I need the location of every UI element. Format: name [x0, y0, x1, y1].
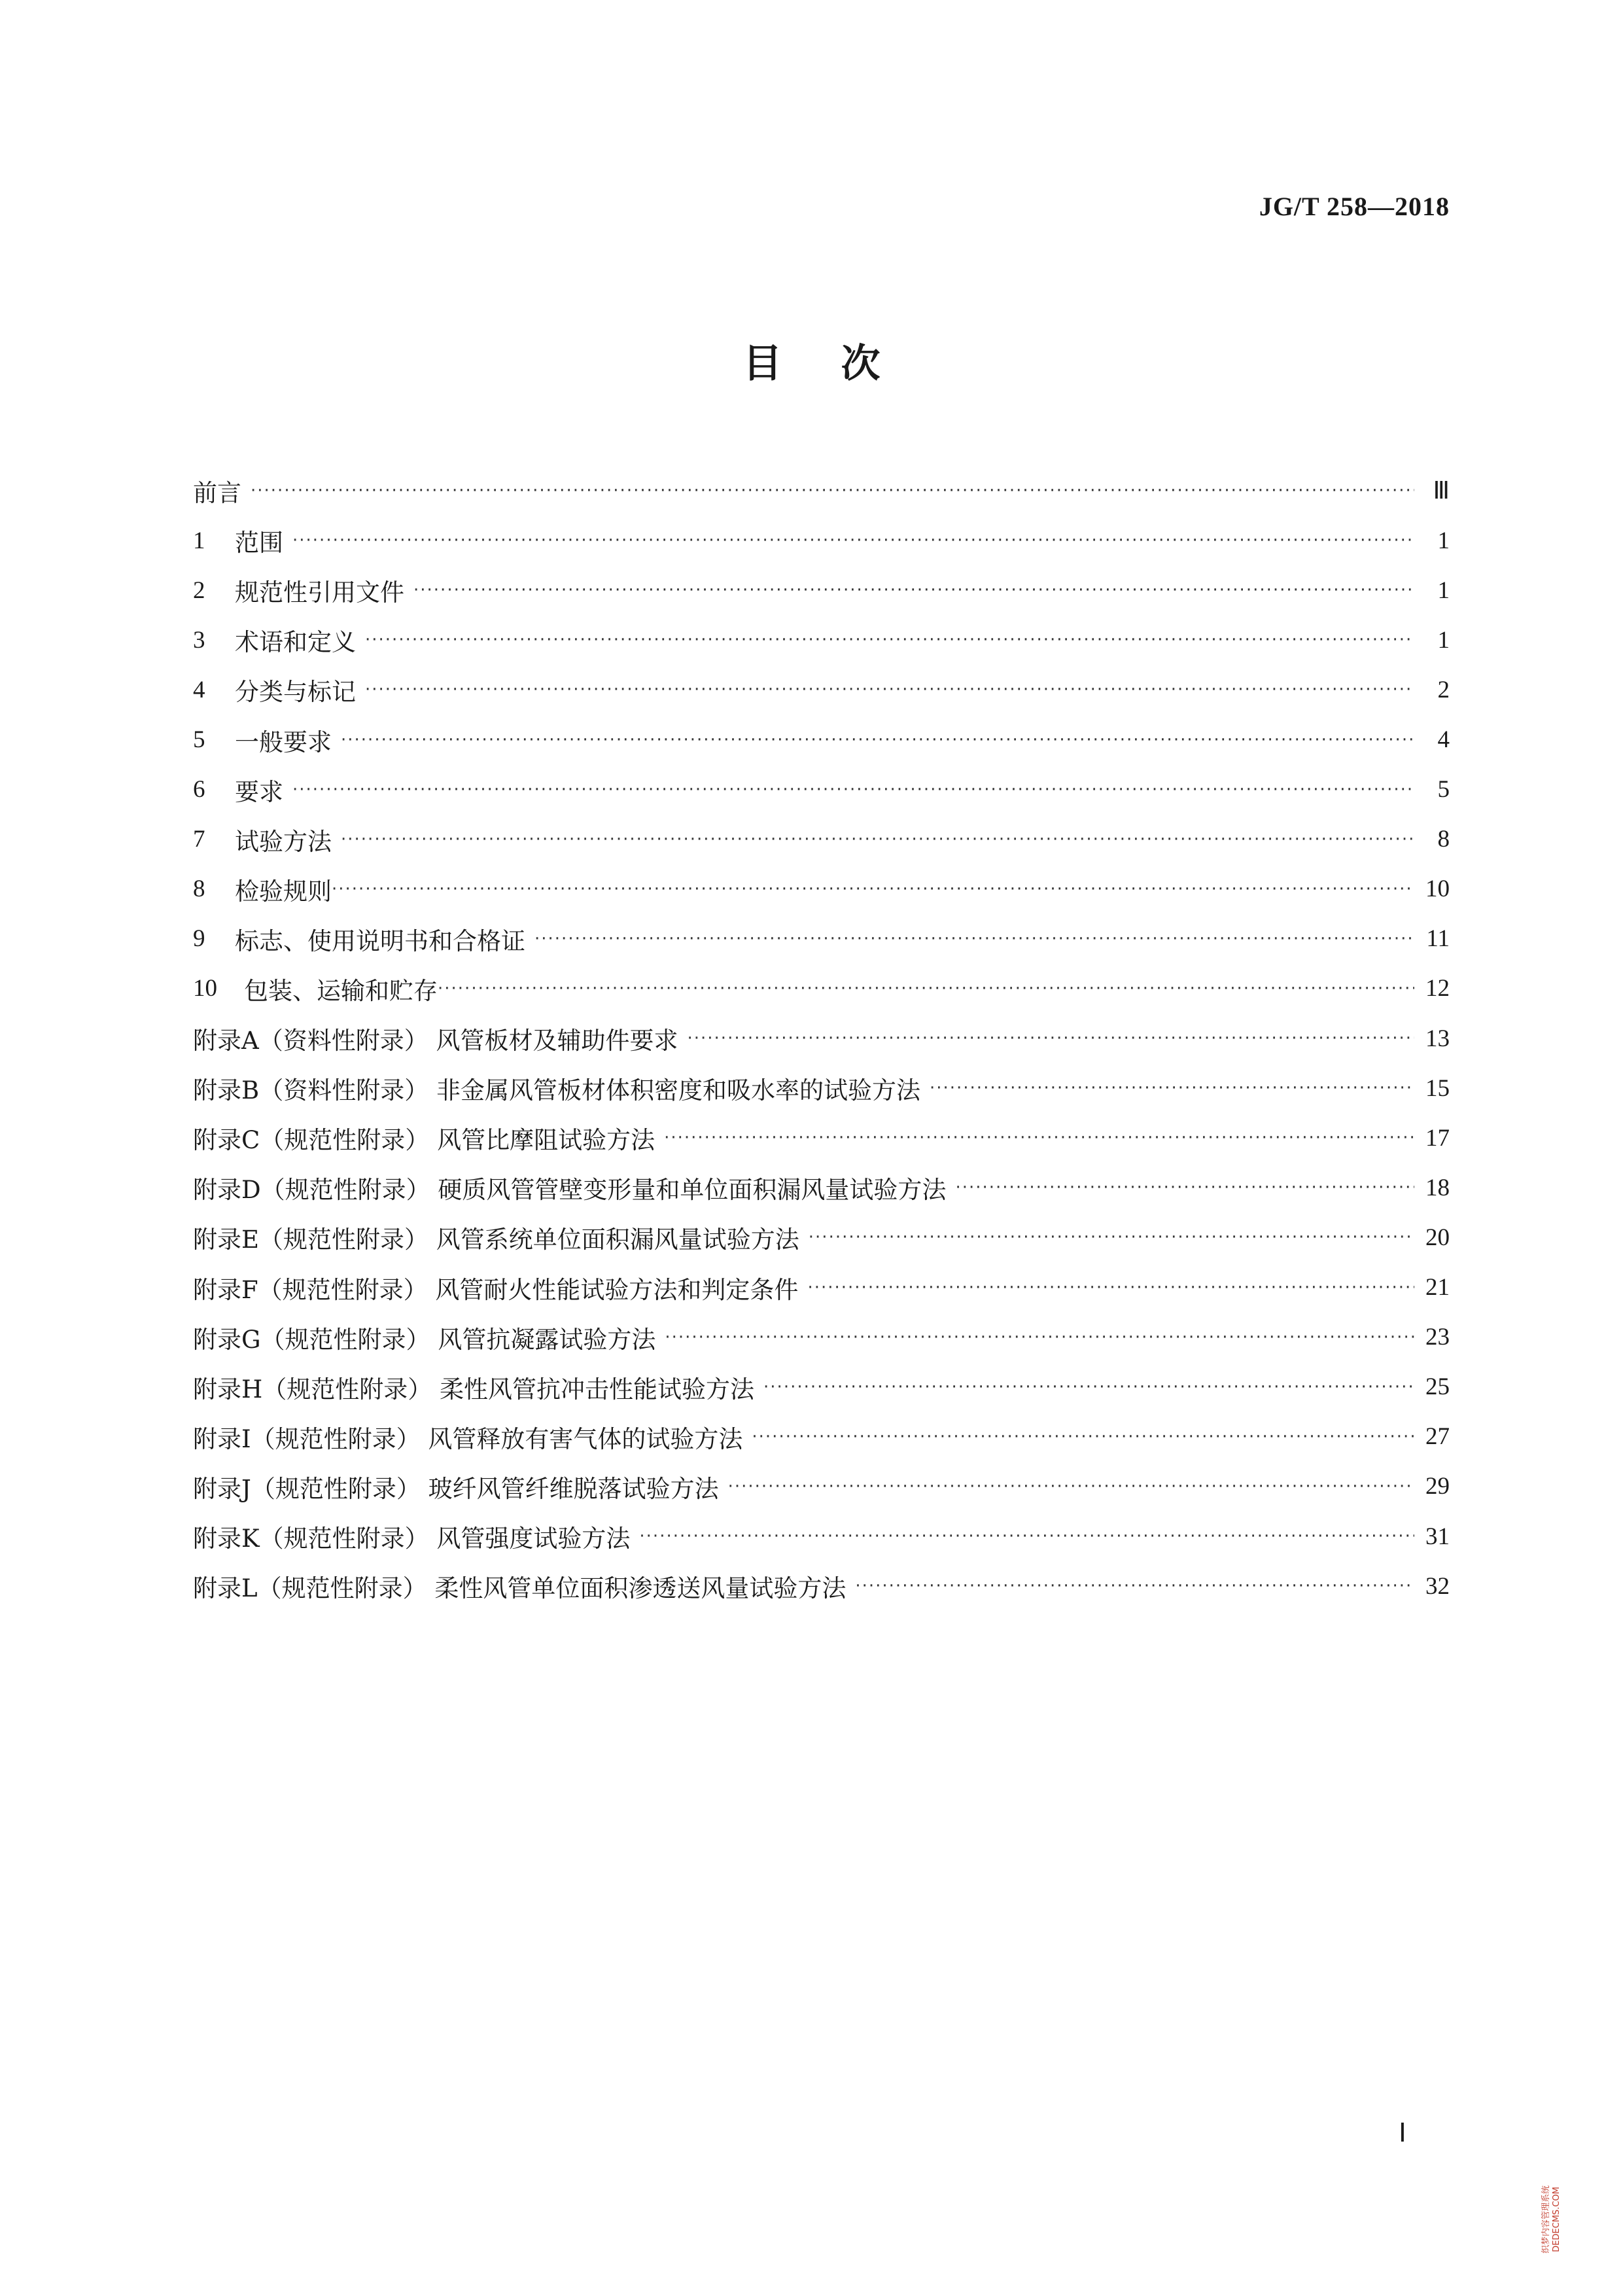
toc-entry-appendix-a[interactable] — [193, 1014, 1450, 1063]
toc-entry-text: 检验规则 — [235, 877, 332, 906]
toc-entry-text: 附录K（规范性附录） 风管强度试验方法 — [193, 1525, 631, 1553]
toc-entry-7[interactable] — [193, 815, 1450, 864]
toc-entry-appendix-d[interactable] — [193, 1163, 1450, 1212]
toc-entry-page: 1 — [1437, 576, 1450, 604]
toc-leader-dots — [752, 1427, 1414, 1447]
toc-leader-dots — [728, 1477, 1414, 1496]
toc-entry-number: 4 — [193, 676, 205, 703]
toc-entry-foreword[interactable] — [193, 466, 1450, 516]
toc-entry-page: 10 — [1425, 875, 1450, 903]
toc-entry-text: 包装、运输和贮存 — [244, 976, 438, 1005]
toc-entry-page: 29 — [1425, 1473, 1450, 1500]
toc-entry-text: 分类与标记 — [235, 678, 356, 707]
toc-entry-appendix-k[interactable] — [193, 1511, 1450, 1561]
toc-entry-page: 12 — [1425, 975, 1450, 1002]
toc-entry-page: 23 — [1425, 1324, 1450, 1351]
toc-entry-appendix-b[interactable] — [193, 1063, 1450, 1113]
toc-entry-text: 附录B（资料性附录） 非金属风管板材体积密度和吸水率的试验方法 — [193, 1076, 920, 1105]
toc-entry-page: 1 — [1437, 527, 1450, 554]
toc-entry-3[interactable] — [193, 615, 1450, 665]
toc-entry-page: 20 — [1425, 1224, 1450, 1251]
toc-leader-dots — [251, 481, 1414, 501]
toc-entry-page: 11 — [1426, 925, 1450, 953]
toc-entry-text: 附录I（规范性附录） 风管释放有害气体的试验方法 — [193, 1424, 743, 1453]
toc-entry-text: 附录L（规范性附录） 柔性风管单位面积渗透送风量试验方法 — [193, 1574, 846, 1603]
toc-entry-8[interactable] — [193, 864, 1450, 914]
toc-entry-appendix-e[interactable] — [193, 1212, 1450, 1262]
toc-entry-page: 1 — [1437, 626, 1450, 654]
toc-entry-page: 8 — [1437, 826, 1450, 853]
toc-entry-appendix-l[interactable] — [193, 1561, 1450, 1611]
toc-entry-appendix-h[interactable] — [193, 1362, 1450, 1412]
toc-entry-page: 25 — [1425, 1373, 1450, 1401]
toc-entry-number: 6 — [193, 776, 205, 804]
toc-leader-dots — [639, 1527, 1414, 1546]
page-title: 目次 — [742, 341, 939, 387]
toc-entry-6[interactable] — [193, 765, 1450, 815]
toc-entry-text: 附录D（规范性附录） 硬质风管管壁变形量和单位面积漏风量试验方法 — [193, 1176, 947, 1205]
toc-entry-page: 5 — [1437, 776, 1450, 804]
toc-leader-dots — [763, 1377, 1414, 1397]
toc-entry-number: 7 — [193, 826, 205, 853]
toc-entry-page: 18 — [1425, 1174, 1450, 1201]
toc-leader-dots — [534, 929, 1414, 949]
toc-entry-number: 9 — [193, 925, 205, 953]
table-of-contents — [193, 466, 1450, 1611]
toc-entry-10[interactable] — [193, 964, 1450, 1014]
toc-entry-number: 3 — [193, 626, 205, 654]
toc-entry-2[interactable] — [193, 565, 1450, 615]
toc-entry-appendix-j[interactable] — [193, 1462, 1450, 1511]
toc-entry-text: 标志、使用说明书和合格证 — [235, 927, 525, 955]
toc-entry-page: 15 — [1425, 1074, 1450, 1102]
toc-entry-number: 8 — [193, 875, 205, 903]
toc-entry-page: 32 — [1425, 1572, 1450, 1600]
toc-leader-dots — [341, 730, 1414, 750]
toc-leader-dots — [955, 1178, 1414, 1197]
toc-entry-text: 附录H（规范性附录） 柔性风管抗冲击性能试验方法 — [193, 1375, 755, 1404]
toc-entry-number: 10 — [193, 975, 217, 1002]
toc-entry-text: 附录E（规范性附录） 风管系统单位面积漏风量试验方法 — [193, 1226, 799, 1254]
toc-leader-dots — [365, 680, 1414, 699]
toc-leader-dots — [930, 1078, 1414, 1098]
toc-entry-text: 附录F（规范性附录） 风管耐火性能试验方法和判定条件 — [193, 1275, 799, 1304]
toc-entry-page: 21 — [1425, 1274, 1450, 1301]
toc-leader-dots — [332, 879, 1414, 899]
toc-entry-page: 4 — [1437, 726, 1450, 754]
toc-entry-text: 附录J（规范性附录） 玻纤风管纤维脱落试验方法 — [193, 1474, 719, 1503]
toc-entry-appendix-g[interactable] — [193, 1313, 1450, 1362]
toc-leader-dots — [341, 830, 1414, 849]
toc-entry-appendix-i[interactable] — [193, 1412, 1450, 1462]
toc-entry-page: 27 — [1425, 1423, 1450, 1451]
toc-leader-dots — [855, 1576, 1414, 1596]
toc-entry-appendix-f[interactable] — [193, 1263, 1450, 1313]
toc-leader-dots — [664, 1128, 1414, 1148]
toc-leader-dots — [292, 780, 1414, 800]
toc-entry-text: 要求 — [235, 777, 283, 806]
toc-leader-dots — [438, 979, 1414, 998]
toc-entry-text: 术语和定义 — [235, 628, 356, 657]
toc-leader-dots — [807, 1278, 1414, 1298]
toc-entry-text: 范围 — [235, 529, 283, 557]
toc-entry-appendix-c[interactable] — [193, 1113, 1450, 1163]
watermark-line: DEDECMS.COM — [1552, 2187, 1562, 2252]
toc-entry-4[interactable] — [193, 665, 1450, 715]
watermark-line: 织梦内容管理系统 — [1541, 2185, 1551, 2254]
toc-leader-dots — [292, 531, 1414, 550]
toc-leader-dots — [365, 630, 1414, 650]
toc-entry-page: 31 — [1425, 1523, 1450, 1550]
toc-entry-page: 2 — [1437, 676, 1450, 703]
toc-entry-text: 前言 — [193, 479, 241, 508]
toc-entry-number: 1 — [193, 527, 205, 554]
toc-entry-page: 13 — [1425, 1025, 1450, 1052]
toc-entry-5[interactable] — [193, 715, 1450, 764]
toc-entry-text: 附录C（规范性附录） 风管比摩阻试验方法 — [193, 1126, 655, 1155]
toc-entry-text: 附录A（资料性附录） 风管板材及辅助件要求 — [193, 1027, 678, 1055]
toc-entry-page: Ⅲ — [1433, 478, 1450, 505]
toc-entry-text: 附录G（规范性附录） 风管抗凝露试验方法 — [193, 1325, 656, 1354]
standard-number: JG/T 258—2018 — [1259, 192, 1450, 221]
toc-entry-number: 2 — [193, 576, 205, 604]
toc-entry-9[interactable] — [193, 914, 1450, 964]
toc-entry-text: 试验方法 — [235, 827, 332, 856]
toc-entry-number: 5 — [193, 726, 205, 754]
toc-entry-text: 一般要求 — [235, 728, 332, 756]
toc-entry-1[interactable] — [193, 516, 1450, 565]
toc-entry-page: 17 — [1425, 1124, 1450, 1152]
watermark — [1541, 2167, 1570, 2272]
toc-leader-dots — [809, 1227, 1414, 1247]
toc-leader-dots — [687, 1029, 1414, 1048]
toc-entry-text: 规范性引用文件 — [235, 578, 404, 607]
toc-leader-dots — [413, 580, 1414, 600]
page-number: Ⅰ — [1399, 2118, 1406, 2147]
toc-leader-dots — [665, 1328, 1414, 1347]
